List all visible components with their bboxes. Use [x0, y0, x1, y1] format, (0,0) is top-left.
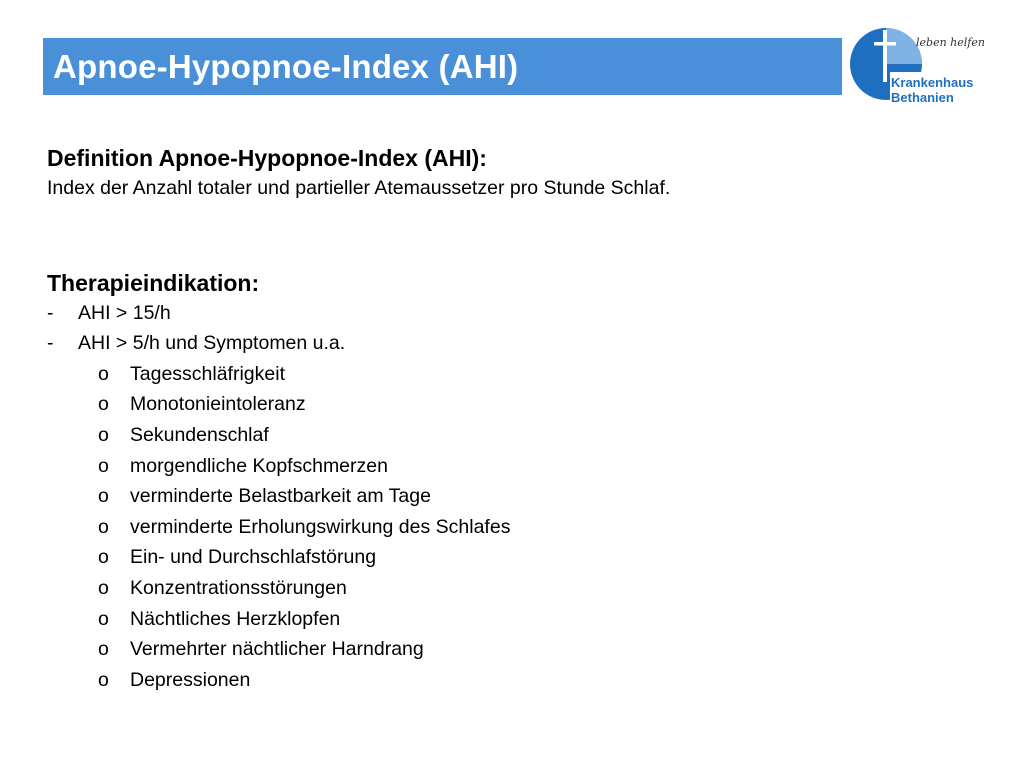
symptom-item: [47, 604, 987, 635]
logo-name-line1: Krankenhaus: [891, 75, 974, 90]
symptom-item: [47, 665, 987, 696]
circle-bullet-marker: o: [98, 607, 109, 630]
logo-name-line2: Bethanien: [891, 90, 954, 105]
definition-heading: Definition Apnoe-Hypopnoe-Index (AHI):: [47, 145, 487, 171]
symptom-item: [47, 542, 987, 573]
circle-bullet-marker: o: [98, 638, 109, 661]
symptom-text: Tagesschläfrigkeit: [130, 362, 285, 385]
slide-content: [47, 143, 987, 695]
symptom-text: Nächtliches Herzklopfen: [130, 607, 341, 630]
slide-title: Apnoe-Hypopnoe-Index (AHI): [53, 47, 519, 85]
circle-bullet-marker: o: [98, 576, 109, 599]
title-bar: [43, 38, 842, 95]
symptom-text: Konzentrationsstörungen: [130, 576, 347, 599]
list-item-text: AHI > 5/h und Symptomen u.a.: [78, 332, 346, 355]
symptom-text: Sekundenschlaf: [130, 423, 269, 446]
circle-bullet-marker: o: [98, 393, 109, 416]
symptom-item: [47, 573, 987, 604]
dash-marker: -: [47, 332, 54, 355]
symptom-text: verminderte Belastbarkeit am Tage: [130, 485, 431, 508]
symptom-item: [47, 481, 987, 512]
dash-marker: -: [47, 301, 54, 324]
symptom-item: [47, 512, 987, 543]
symptom-text: Monotonieintoleranz: [130, 393, 306, 416]
symptom-item: [47, 451, 987, 482]
symptom-item: [47, 359, 987, 390]
logo-tagline: leben helfen: [916, 36, 985, 49]
circle-bullet-marker: o: [98, 546, 109, 569]
symptom-text: verminderte Erholungswirkung des Schlafes: [130, 515, 511, 538]
symptom-item: [47, 420, 987, 451]
list-item: [47, 298, 987, 329]
list-item-text: AHI > 15/h: [78, 301, 171, 324]
definition-text: Index der Anzahl totaler und partieller Atemaussetzer pro Stunde Schlaf.: [47, 177, 671, 199]
circle-bullet-marker: o: [98, 454, 109, 477]
hospital-logo: [846, 26, 996, 110]
circle-bullet-marker: o: [98, 515, 109, 538]
symptom-text: Depressionen: [130, 668, 251, 691]
circle-bullet-marker: o: [98, 668, 109, 691]
circle-bullet-marker: o: [98, 423, 109, 446]
logo-cross-icon: [883, 30, 887, 82]
list-item: [47, 328, 987, 359]
symptom-item: [47, 634, 987, 665]
symptom-item: [47, 389, 987, 420]
indication-heading: Therapieindikation:: [47, 269, 260, 296]
symptom-text: morgendliche Kopfschmerzen: [130, 454, 388, 477]
symptom-text: Ein- und Durchschlafstörung: [130, 546, 377, 569]
symptom-text: Vermehrter nächtlicher Harndrang: [130, 638, 424, 661]
circle-bullet-marker: o: [98, 485, 109, 508]
circle-bullet-marker: o: [98, 362, 109, 385]
